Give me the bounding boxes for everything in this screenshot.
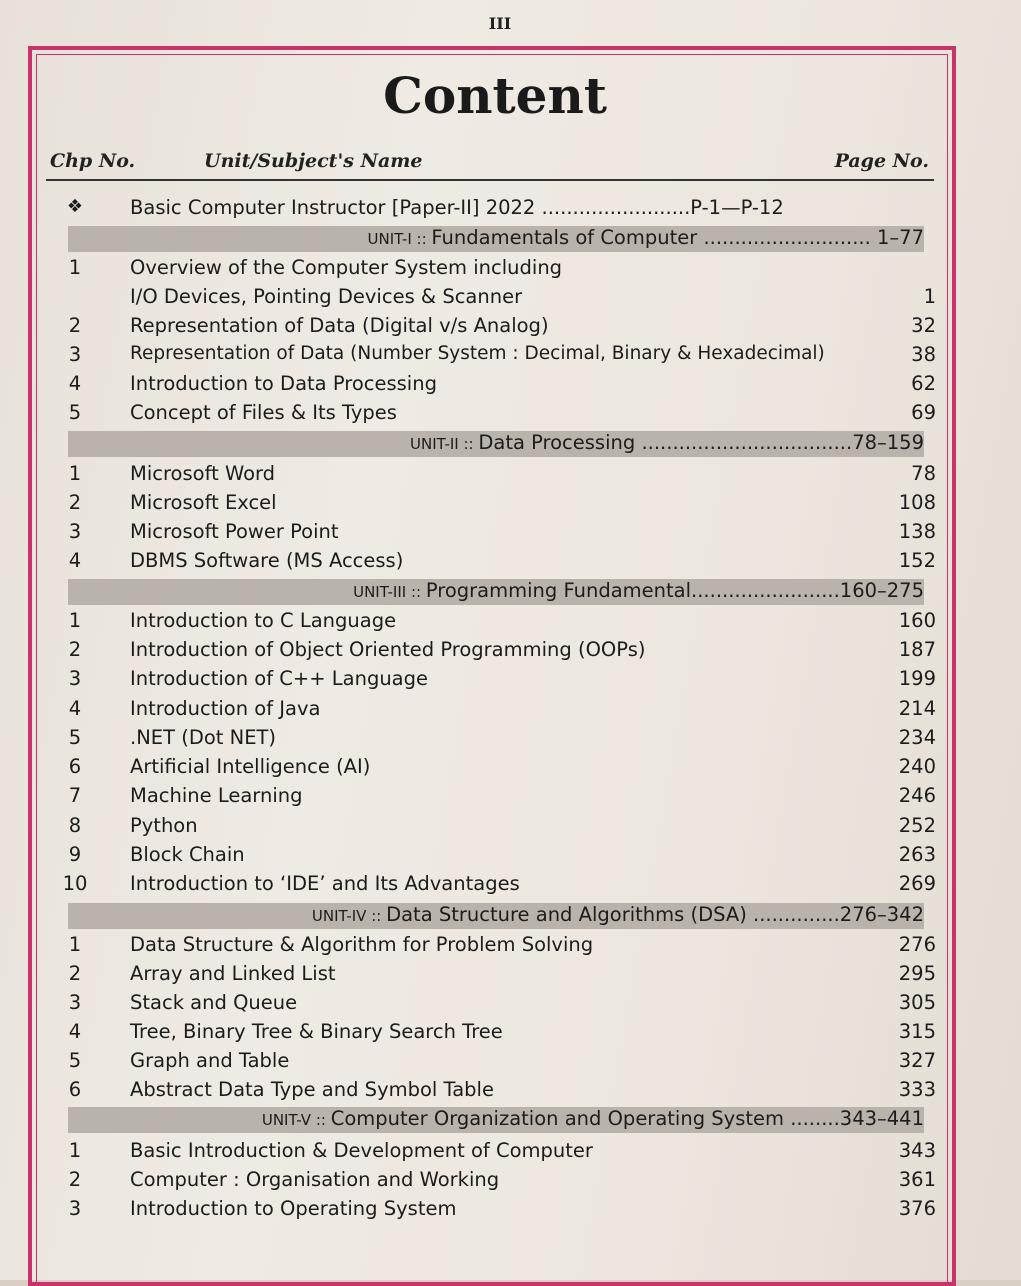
toc-row: I/O Devices, Pointing Devices & Scanner 1: [130, 285, 936, 308]
toc-intro-row: [48, 196, 936, 224]
toc-row: 3 Introduction to Operating System 376: [68, 1197, 936, 1220]
unit-heading: UNIT-III :: Programming Fundamental........................160–275: [68, 579, 924, 605]
chapter-number-header: Chp No.: [50, 150, 136, 172]
toc-row: 9 Block Chain 263: [68, 843, 936, 866]
diamond-bullet-icon: ❖: [66, 196, 84, 217]
toc-row: 3 Microsoft Power Point 138: [68, 520, 936, 543]
toc-row: 2 Array and Linked List 295: [68, 962, 936, 985]
toc-row: 1 Microsoft Word 78: [68, 462, 936, 485]
toc-entry-title: Basic Computer Instructor [Paper-II] 2022 ........................P-1—P-12: [130, 196, 784, 219]
toc-row: 7 Machine Learning 246: [68, 784, 936, 807]
toc-row: 2 Computer : Organisation and Working 361: [68, 1168, 936, 1191]
toc-row: 2 Microsoft Excel 108: [68, 491, 936, 514]
toc-row: 5 .NET (Dot NET) 234: [68, 726, 936, 749]
toc-row: 4 Introduction of Java 214: [68, 697, 936, 720]
toc-row: 5 Concept of Files & Its Types 69: [68, 401, 936, 424]
unit-heading: UNIT-V :: Computer Organization and Operating System ........343–441: [68, 1107, 924, 1133]
toc-row: 6 Artificial Intelligence (AI) 240: [68, 755, 936, 778]
unit-heading: UNIT-IV :: Data Structure and Algorithms (DSA) ..............276–342: [68, 903, 924, 929]
header-divider: [46, 179, 934, 181]
toc-row: 4 DBMS Software (MS Access) 152: [68, 549, 936, 572]
unit-heading: UNIT-II :: Data Processing ..................................78–159: [68, 431, 924, 457]
toc-row: 6 Abstract Data Type and Symbol Table 333: [68, 1078, 936, 1101]
toc-row: 1 Basic Introduction & Development of Computer 343: [68, 1139, 936, 1162]
page-title: Content: [383, 66, 607, 125]
toc-row: 8 Python 252: [68, 814, 936, 837]
toc-row: 5 Graph and Table 327: [68, 1049, 936, 1072]
page-number-header: Page No.: [834, 150, 929, 172]
toc-row: 2 Representation of Data (Digital v/s Analog) 32: [68, 314, 936, 337]
toc-row: 4 Tree, Binary Tree & Binary Search Tree 315: [68, 1020, 936, 1043]
subject-name-header: Unit/Subject's Name: [204, 150, 423, 172]
toc-row: 10 Introduction to ‘IDE’ and Its Advantages 269: [62, 872, 936, 895]
toc-row: 4 Introduction to Data Processing 62: [68, 372, 936, 395]
toc-row: 3 Stack and Queue 305: [68, 991, 936, 1014]
toc-row: 1 Data Structure & Algorithm for Problem Solving 276: [68, 933, 936, 956]
toc-row: 3 Representation of Data (Number System : Decimal, Binary & Hexadecimal) 38: [68, 343, 936, 366]
unit-heading: UNIT-I :: Fundamentals of Computer ........................... 1–77: [68, 226, 924, 252]
toc-row: 1 Overview of the Computer System including: [68, 256, 563, 279]
toc-row: 3 Introduction of C++ Language 199: [68, 667, 936, 690]
page-number: III: [488, 14, 512, 33]
toc-row: 2 Introduction of Object Oriented Programming (OOPs) 187: [68, 638, 936, 661]
toc-row: 1 Introduction to C Language 160: [68, 609, 936, 632]
